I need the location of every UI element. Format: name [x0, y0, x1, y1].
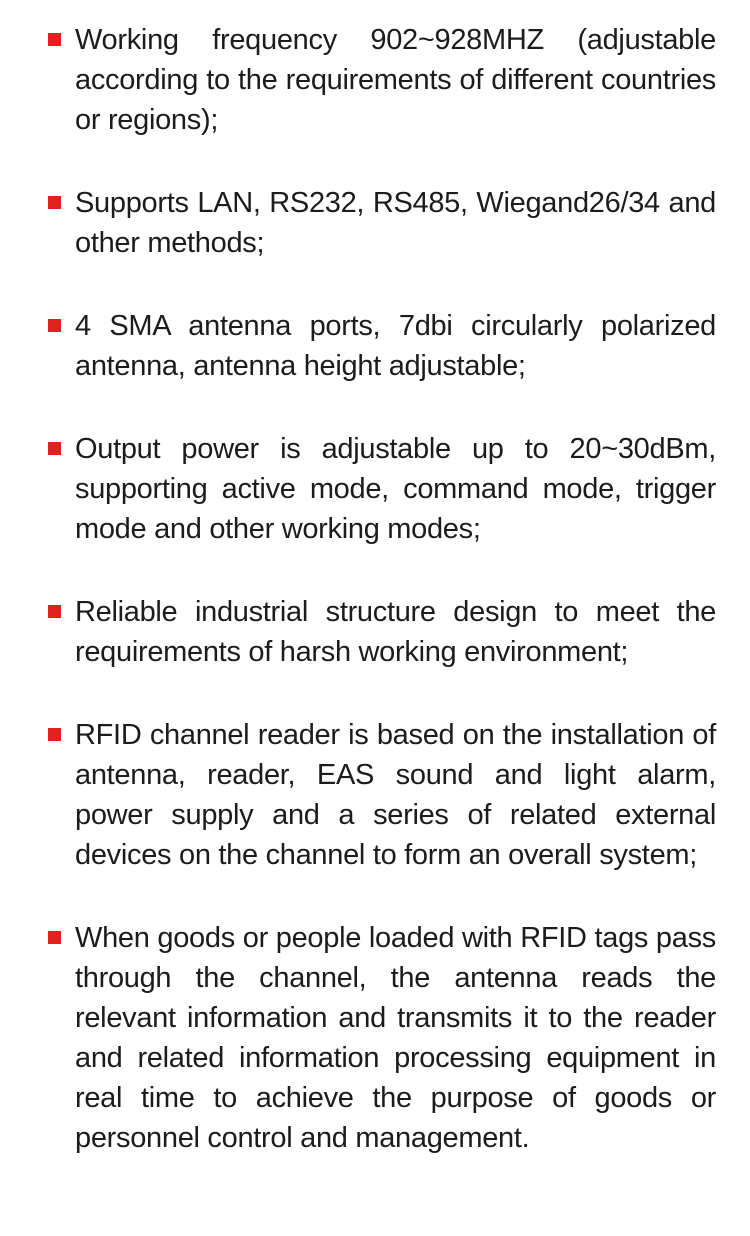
red-square-bullet-icon: [48, 931, 61, 944]
red-square-bullet-icon: [48, 196, 61, 209]
feature-item: [48, 306, 716, 386]
red-square-bullet-icon: [48, 33, 61, 46]
feature-item: [48, 20, 716, 140]
red-square-bullet-icon: [48, 728, 61, 741]
feature-item: [48, 183, 716, 263]
feature-text: Supports LAN, RS232, RS485, Wiegand26/34 and other methods;: [75, 187, 716, 259]
feature-text: When goods or people loaded with RFID tags pass through the channel, the antenna reads the relevant information and transmits it to the reader and related information processing equipment in real time to achieve the purpose of goods or personnel control and management.: [75, 922, 716, 1154]
feature-item: [48, 918, 716, 1158]
feature-item: [48, 715, 716, 875]
feature-text: Output power is adjustable up to 20~30dBm, supporting active mode, command mode, trigger mode and other working modes;: [75, 433, 716, 545]
feature-text: Working frequency 902~928MHZ (adjustable according to the requirements of different countries or regions);: [75, 24, 716, 136]
feature-text: Reliable industrial structure design to meet the requirements of harsh working environment;: [75, 596, 716, 668]
feature-item: [48, 592, 716, 672]
feature-item: [48, 429, 716, 549]
feature-text: RFID channel reader is based on the installation of antenna, reader, EAS sound and light alarm, power supply and a series of related external devices on the channel to form an overall system;: [75, 719, 716, 871]
red-square-bullet-icon: [48, 605, 61, 618]
red-square-bullet-icon: [48, 442, 61, 455]
feature-text: 4 SMA antenna ports, 7dbi circularly polarized antenna, antenna height adjustable;: [75, 310, 716, 382]
red-square-bullet-icon: [48, 319, 61, 332]
